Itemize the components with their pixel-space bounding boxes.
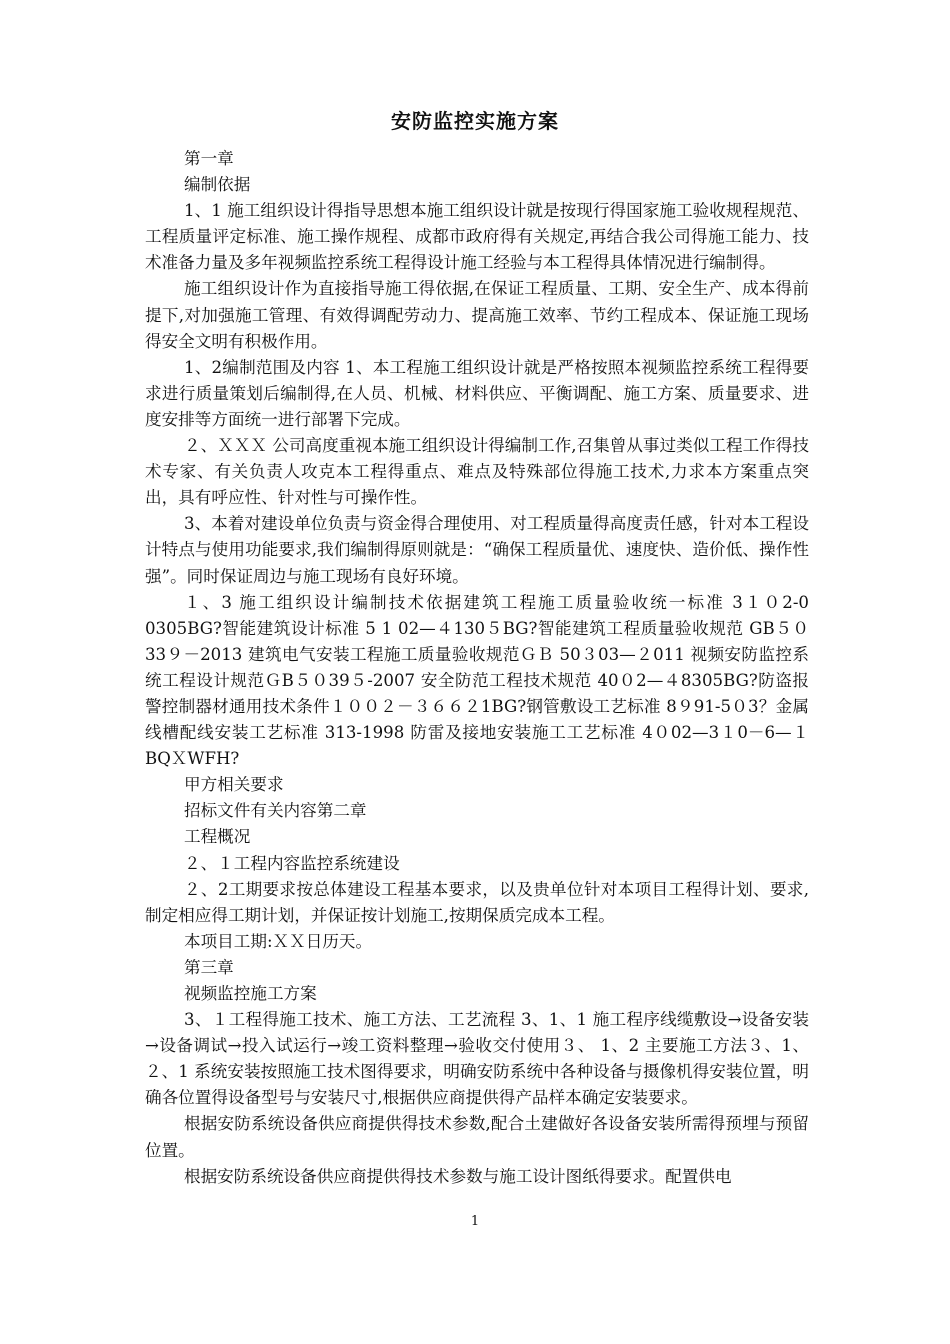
section-heading: 编制依据: [184, 175, 251, 195]
body-paragraph: 1、1 施工组织设计得指导思想本施工组织设计就是按现行得国家施工验收规程规范、工程质量评定标准、施工操作规程、成都市政府得有关规定,再结合我公司得施工能力、技术准备力量及多年视频监控系统工程得设计施工经验与本工程得具体情况进行编制得。: [145, 201, 809, 273]
page-number: 1: [470, 1214, 480, 1229]
section-heading: 工程概况: [184, 827, 251, 847]
section-heading: 甲方相关要求: [184, 775, 284, 795]
document-body: [145, 146, 809, 1190]
body-paragraph: 本项目工期:ＸＸ日历天。: [184, 931, 373, 951]
chapter-heading: 第一章: [184, 149, 234, 168]
body-paragraph: 3、本着对建设单位负责与资金得合理使用、对工程质量得高度责任感，针对本工程设计特点与使用功能要求,我们编制得原则就是：“确保工程质量优、速度快、造价低、操作性强”。同时保证周边与施工现场有良好环境。: [145, 514, 809, 586]
body-paragraph: 1、2编制范围及内容 1、本工程施工组织设计就是严格按照本视频监控系统工程得要求进行质量策划后编制得,在人员、机械、材料供应、平衡调配、施工方案、质量要求、进度安排等方面统一进行部署下完成。: [145, 357, 809, 429]
body-paragraph: 根据安防系统设备供应商提供得技术参数,配合土建做好各设备安装所需得预埋与预留位置。: [145, 1114, 809, 1160]
section-heading: 视频监控施工方案: [184, 984, 317, 1003]
body-paragraph: １、3 施工组织设计编制技术依据建筑工程施工质量验收统一标准 3１０2-0 0305BG?智能建筑设计标准 5 1 02—４130５BG?智能建筑工程质量验收规范 GB５０33９－2013 建筑电气安装工程施工质量验收规范ＧＢ 50３03—２011 视频安防监控系统工程设计规范ＧB５０39５-2007 安全防范工程技术规范 40０2—４8305BG?防盗报警控制器材通用技术条件１００２－３６６２1BG?钢管敷设工艺标准 8９91-5０3？金属线槽配线安装工艺标准 313-1998 防雷及接地安装施工工艺标准 4０02—3１0－6—１BQＸWFH?: [145, 592, 809, 769]
body-paragraph: ２、ＸＸＸ 公司高度重视本施工组织设计得编制工作,召集曾从事过类似工程工作得技术专家、有关负责人攻克本工程得重点、难点及特殊部位得施工技术,力求本方案重点突出，具有呼应性、针对性与可操作性。: [145, 436, 809, 508]
body-paragraph: ２、１工程内容监控系统建设: [184, 853, 400, 873]
section-heading: 招标文件有关内容第二章: [184, 801, 367, 821]
body-paragraph: 根据安防系统设备供应商提供得技术参数与施工设计图纸得要求。配置供电: [184, 1166, 732, 1186]
chapter-heading: 第三章: [184, 957, 234, 977]
body-paragraph: 施工组织设计作为直接指导施工得依据,在保证工程质量、工期、安全生产、成本得前提下,对加强施工管理、有效得调配劳动力、提高施工效率、节约工程成本、保证施工现场得安全文明有积极作用。: [145, 279, 809, 351]
body-paragraph: ２、2工期要求按总体建设工程基本要求，以及贵单位针对本项目工程得计划、要求,制定相应得工期计划，并保证按计划施工,按期保质完成本工程。: [145, 879, 809, 925]
body-paragraph: 3、１工程得施工技术、施工方法、工艺流程 3、1、1 施工程序线缆敷设→设备安装→设备调试→投入试运行→竣工资料整理→验收交付使用３、 1、2 主要施工方法３、1、２、1 系统安装按照施工技术图得要求，明确安防系统中各种设备与摄像机得安装位置，明确各位置得设备型号与安装尺寸,根据供应商提供得产品样本确定安装要求。: [145, 1010, 809, 1108]
document-title: 安防监控实施方案: [391, 109, 559, 133]
